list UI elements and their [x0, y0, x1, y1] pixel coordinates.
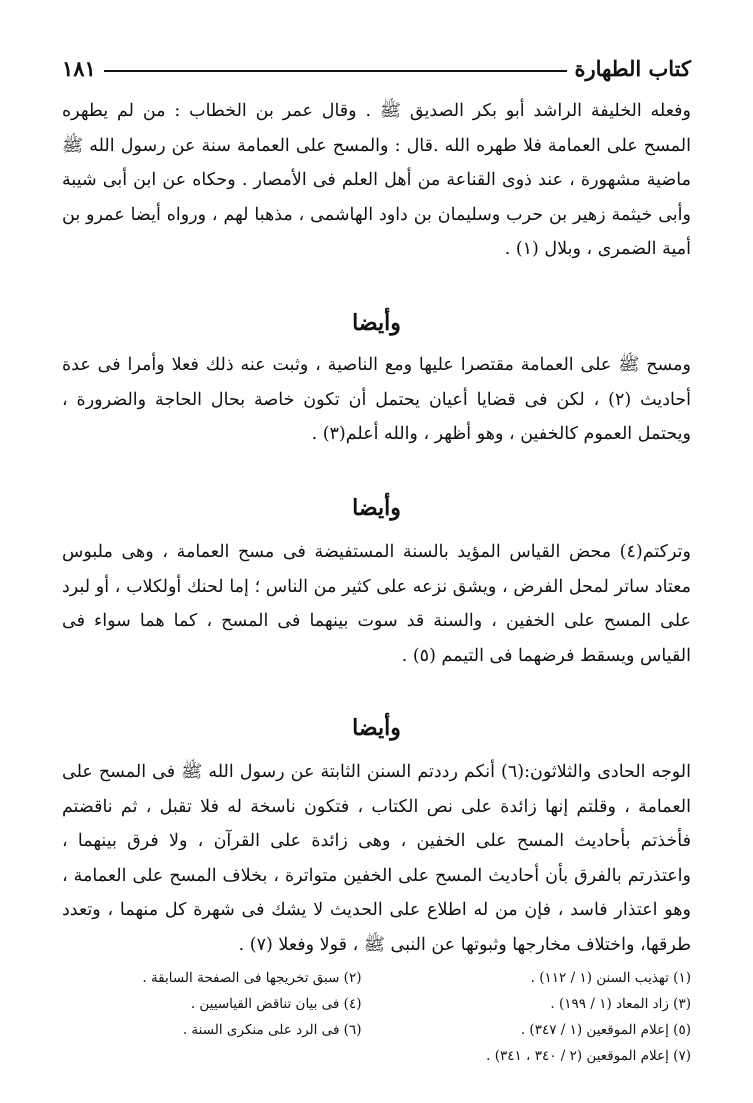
paragraph-2: ومسح ﷺ على العمامة مقتصرا عليها ومع الناصية ، وثبت عنه ذلك فعلا وأمرا فى عدة أحاديث (٢) ، لكن فى قضايا أعيان يحتمل أن تكون خاصة بحال الحاجة والضرورة ، ويحتمل العموم كالخفين ، وهو أظهر ، والله أعلم(٣) . [62, 355, 692, 444]
running-header [62, 50, 691, 86]
footnotes [62, 966, 691, 1068]
page-number: ١٨١ [62, 55, 96, 81]
footnote-4: (٤) فى بيان تناقض القياسيين . [190, 996, 362, 1012]
footnote-7: (٧) إعلام الموقعين (٢ / ٣٤٠ ، ٣٤١) . [486, 1048, 691, 1064]
section-heading-2: وأيضا [352, 495, 401, 521]
section-heading-1: وأيضا [352, 310, 401, 336]
paragraph-4: الوجه الحادى والثلاثون:(٦) أنكم رددتم السنن الثابتة عن رسول الله ﷺ فى المسح على العمامة ، وقلتم إنها زائدة على نص الكتاب ، فتكون ناسخة له فلا تقبل ، ثم ناقضتم فأخذتم بأحاديث المسح على الخفين ، وهى زائدة على القرآن ، ولا فرق بينهما ، واعتذرتم بالفرق بأن أحاديث المسح على الخفين متواترة ، بخلاف المسح على العمامة ، وهو اعتذار فاسد ، فإن من له اطلاع على الحديث لا يشك فى شهرة كل منهما ، وتعدد طرقها، واختلاف مخارجها وثبوتها عن النبى ﷺ ، قولا وفعلا (٧) . [62, 762, 692, 955]
footnote-6: (٦) فى الرد على منكرى السنة . [182, 1022, 362, 1038]
footnote-5: (٥) إعلام الموقعين (١ / ٣٤٧) . [520, 1022, 691, 1038]
section-heading-3: وأيضا [352, 715, 401, 741]
footnote-2: (٢) سبق تخريجها فى الصفحة السابقة . [142, 970, 362, 986]
paragraph-1: وفعله الخليفة الراشد أبو بكر الصديق ﷺ . وقال عمر بن الخطاب : من لم يطهره المسح على العمامة فلا طهره الله .قال : والمسح على العمامة سنة عن رسول الله ﷺ ماضية مشهورة ، عند ذوى القناعة من أهل العلم فى الأمصار . وحكاه عن ابن أبى شيبة وأبى خيثمة زهير بن حرب وسليمان بن داود الهاشمى ، مذهبا لهم ، ورواه أيضا عمرو بن أمية الضمرى ، وبلال (١) . [62, 101, 691, 259]
footnote-3: (٣) زاد المعاد (١ / ١٩٩) . [550, 996, 691, 1012]
chapter-title: كتاب الطهارة [574, 55, 691, 81]
header-rule [104, 70, 567, 72]
footnote-1: (١) تهذيب السنن (١ / ١١٢) . [530, 970, 691, 986]
paragraph-3: وتركتم(٤) محض القياس المؤيد بالسنة المستفيضة فى مسح العمامة ، وهى ملبوس معتاد ساتر لمحل الفرض ، ويشق نزعه على كثير من الناس ؛ إما لحنك أولكلاب ، أو لبرد على المسح على الخفين ، والسنة قد سوت بينهما فى المسح ، كما هما سواء فى القياس ويسقط فرضهما فى التيمم (٥) . [62, 542, 691, 666]
